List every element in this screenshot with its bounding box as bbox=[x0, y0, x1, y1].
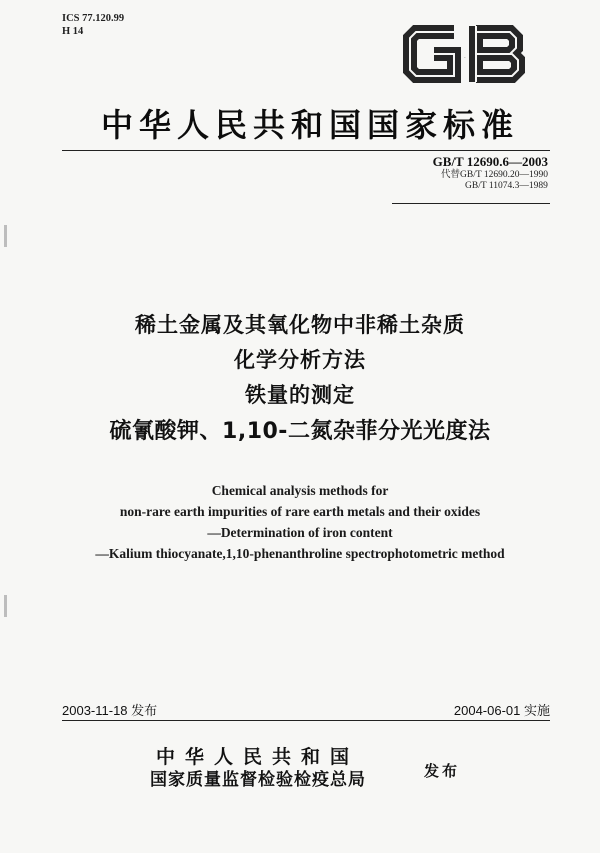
english-title-line-2: non-rare earth impurities of rare earth metals and their oxides bbox=[119, 504, 481, 519]
standard-number: GB/T 12690.6—2003 bbox=[432, 154, 548, 169]
replaces-line-1: 代替GB/T 12690.20—1990 bbox=[441, 170, 548, 180]
chinese-title bbox=[40, 308, 560, 451]
scan-mark bbox=[4, 225, 7, 247]
logo-text: GB bbox=[464, 58, 466, 59]
scan-mark bbox=[4, 595, 7, 617]
english-title bbox=[40, 480, 560, 564]
implementation-date: 2004-06-01 实施 bbox=[453, 703, 550, 718]
chinese-title-line-4: 硫氰酸钾、1,10-二氮杂菲分光光度法 bbox=[109, 419, 491, 444]
footer-rule bbox=[62, 720, 550, 721]
standard-title: 中华人民共和国国家标准 bbox=[100, 106, 519, 144]
issuer-agency: 国家质量监督检验检疫总局 bbox=[150, 770, 366, 790]
issue-word: 发布 bbox=[424, 762, 461, 780]
header-rule bbox=[62, 150, 550, 151]
classification-codes bbox=[62, 12, 124, 38]
gb-logo bbox=[398, 18, 530, 90]
chinese-title-line-1: 稀土金属及其氧化物中非稀土杂质 bbox=[135, 313, 465, 337]
replaces-line-2: GB/T 11074.3—1989 bbox=[465, 181, 548, 191]
ics-code: ICS 77.120.99 bbox=[62, 13, 125, 24]
english-title-line-1: Chemical analysis methods for bbox=[211, 483, 389, 498]
issuer-country: 中华人民共和国 bbox=[156, 746, 360, 768]
english-title-line-3: —Determination of iron content bbox=[207, 525, 393, 540]
issue-date: 2003-11-18 发布 bbox=[62, 703, 158, 718]
english-title-line-4: —Kalium thiocyanate,1,10-phenanthroline spectrophotometric method bbox=[95, 546, 505, 561]
issuing-authority bbox=[150, 745, 366, 791]
replaces-block bbox=[441, 170, 548, 192]
chinese-title-line-3: 铁量的测定 bbox=[245, 383, 355, 407]
number-rule bbox=[392, 203, 550, 204]
ccs-code: H 14 bbox=[62, 26, 84, 37]
chinese-title-line-2: 化学分析方法 bbox=[234, 348, 366, 372]
